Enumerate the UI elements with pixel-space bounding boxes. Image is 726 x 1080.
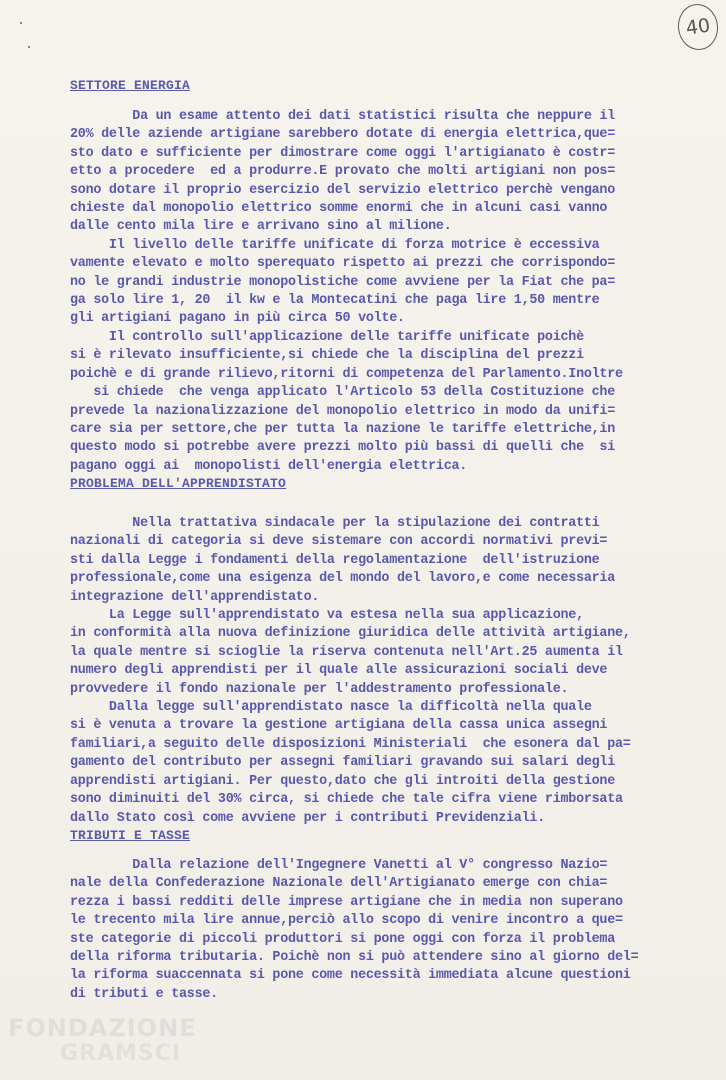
text-line: dalle cento mila lire e arrivano sino al milione. <box>70 219 452 235</box>
speck <box>28 46 30 48</box>
paragraph <box>70 699 710 828</box>
text-line: integrazione dell'apprendistato. <box>70 589 320 605</box>
text-line: sti dalla Legge i fondamenti della regolamentazione dell'istruzione <box>70 552 600 568</box>
text-line: numero degli apprendisti per il quale alle assicurazioni sociali deve <box>70 663 608 679</box>
text-line: care sia per settore,che per tutta la nazione le tariffe elettriche,in <box>70 421 615 437</box>
paragraph <box>70 108 710 237</box>
text-line: si è rilevato insufficiente,si chiede che la disciplina del prezzi <box>70 348 584 364</box>
text-line: Dalla legge sull'apprendistato nasce la difficoltà nella quale <box>70 700 592 716</box>
text-line: provvedere il fondo nazionale per l'addestramento professionale. <box>70 681 569 697</box>
watermark-logo: GRAMSCI <box>60 1041 182 1066</box>
text-line: no le grandi industrie monopolistiche come avviene per la Fiat che pa= <box>70 274 615 290</box>
section-heading: PROBLEMA DELL'APPRENDISTATO <box>70 476 287 491</box>
text-line: della riforma tributaria. Poichè non si può attendere sino al giorno del= <box>70 950 639 966</box>
watermark-logo: FONDAZIONE <box>8 1014 197 1042</box>
section-heading: SETTORE ENERGIA <box>70 78 191 93</box>
text-line: questo modo si potrebbe avere prezzi molto più bassi di quelli che si <box>70 440 615 456</box>
text-line: nale della Confederazione Nazionale dell'Artigianato emerge con chia= <box>70 876 608 892</box>
section-apprendistato <box>70 476 710 828</box>
text-line: si è venuta a trovare la gestione artigiana della cassa unica assegni <box>70 718 608 734</box>
text-line: dallo Stato così come avviene per i contributi Previdenziali. <box>70 810 545 826</box>
text-line: poichè e di grande rilievo,ritorni di competenza del Parlamento.Inoltre <box>70 366 623 382</box>
page-number: 40 <box>675 1 721 52</box>
paragraph <box>70 237 710 329</box>
text-line: Il livello delle tariffe unificate di forza motrice è eccessiva <box>70 237 600 253</box>
text-line: Nella trattativa sindacale per la stipulazione dei contratti <box>70 516 600 531</box>
section-settore-energia <box>70 78 710 476</box>
text-line: apprendisti artigiani. Per questo,dato che gli introiti della gestione <box>70 773 615 789</box>
text-line: La Legge sull'apprendistato va estesa nella sua applicazione, <box>70 608 584 624</box>
text-line: gamento del contributo per assegni familiari gravando sui salari degli <box>70 755 615 771</box>
text-line: Dalla relazione dell'Ingegnere Vanetti al V° congresso Nazio= <box>70 858 608 873</box>
paragraph <box>70 857 710 1004</box>
paragraph <box>70 329 710 476</box>
text-line: la quale mentre si scioglie la riserva contenuta nell'Art.25 aumenta il <box>70 644 623 660</box>
text-line: gli artigiani pagano in più circa 50 volte. <box>70 311 405 327</box>
text-line: chieste dal monopolio elettrico somme enormi che in alcuni casi vanno <box>70 201 608 217</box>
section-tributi-tasse <box>70 828 710 1004</box>
text-line: sto dato e sufficiente per dimostrare come oggi l'artigianato è costr= <box>70 145 615 161</box>
text-line: in conformità alla nuova definizione giuridica delle attività artigiane, <box>70 626 631 642</box>
text-line: le trecento mila lire annue,perciò allo scopo di venire incontro a que= <box>70 913 623 929</box>
text-line: si chiede che venga applicato l'Articolo 53 della Costituzione che <box>70 385 615 401</box>
text-line: prevede la nazionalizzazione del monopolio elettrico in modo da unifi= <box>70 403 615 419</box>
text-line: 20% delle aziende artigiane sarebbero dotate di energia elettrica,que= <box>70 127 615 143</box>
text-line: etto a procedere ed a produrre.E provato che molti artigiani non pos= <box>70 164 615 180</box>
text-line: ste categorie di piccoli produttori si pone oggi con forza il problema <box>70 931 615 947</box>
text-line: rezza i bassi redditi delle imprese artigiane che in media non superano <box>70 894 623 910</box>
text-line: nazionali di categoria si deve sistemare con accordi normativi previ= <box>70 534 608 550</box>
speck <box>20 22 22 24</box>
text-line: la riforma suaccennata si pone come necessità immediata alcune questioni <box>70 968 631 984</box>
paragraph <box>70 607 710 699</box>
text-line: ga solo lire 1, 20 il kw e la Montecatini che paga lire 1,50 mentre <box>70 293 600 309</box>
text-line: sono dotare il proprio esercizio del servizio elettrico perchè vengano <box>70 182 615 198</box>
paragraph <box>70 515 710 607</box>
text-line: professionale,come una esigenza del mondo del lavoro,e come necessaria <box>70 571 615 587</box>
section-heading: TRIBUTI E TASSE <box>70 828 191 843</box>
text-line: familiari,a seguito delle disposizioni Ministeriali che esonera dal pa= <box>70 736 631 752</box>
text-line: vamente elevato e molto sperequato rispetto ai prezzi che corrispondo= <box>70 256 615 272</box>
text-line: Il controllo sull'applicazione delle tariffe unificate poichè <box>70 329 584 345</box>
text-line: pagano oggi ai monopolisti dell'energia elettrica. <box>70 458 468 474</box>
text-line: Da un esame attento dei dati statistici risulta che neppure il <box>70 109 615 124</box>
text-line: di tributi e tasse. <box>70 986 218 1002</box>
text-line: sono diminuiti del 30% circa, si chiede che tale cifra viene rimborsata <box>70 792 623 808</box>
